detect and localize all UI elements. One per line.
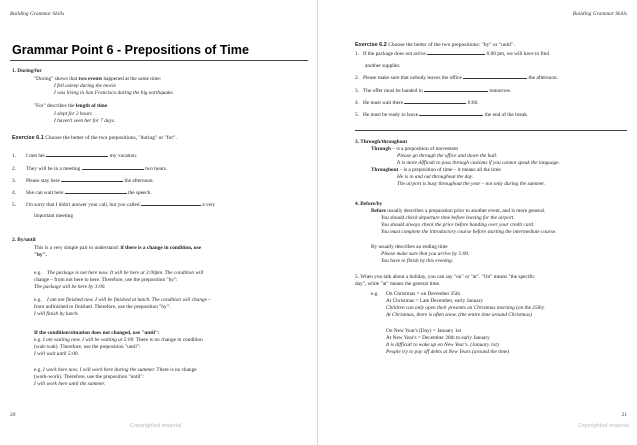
exercise-rule [355,130,627,131]
s2-no-change-rule: If the condition/situation does not changed, use "until": [34,330,160,336]
s2-eg1-line-1: The package is not here now. It will be here at 3:00pm. The condition will [47,270,204,276]
left-watermark: Copyrighted material [130,423,182,429]
s2-rule-line-2: "by". [34,252,47,258]
s3-throughout-ex-1: He is in and out throughout the day. [397,174,474,180]
s2-eg1-line-3: The package will be here by 3:00. [34,284,106,290]
s3-through-def: Through – is a preposition of movement [371,146,459,152]
s1-example-3: I slept for 2 hours [54,111,92,117]
right-page-number: 21 [621,412,627,418]
s4-by-ex-2: You have to finish by this evening. [381,258,454,264]
left-running-header: Building Grammar Skills [10,11,65,17]
s4-by-def: By usually describes an ending time [371,244,448,250]
s5-christmas-2: At Christmas = Late December, early January [386,298,484,304]
section-4-heading: 4. Before/by [355,201,383,207]
s5-eg-label: e.g. [371,291,379,297]
s2-eg3-line-3: I will wait until 5:00. [34,351,79,357]
ex61-item: 5. I'm sorry that I didn't answer your call, but you called a very [12,202,216,208]
s2-eg4-line-3: I will work here until the summer. [34,381,106,387]
s2-eg2-line-3: I will finish by lunch. [34,311,79,317]
s5-newyear-1: On New Year's (Day) = January 1st [386,328,461,334]
section-1-heading: 1. During/for [12,68,42,74]
s4-before-def: Before usually describes a preparation prior to another event, and is more general. [371,208,546,214]
s4-before-ex-3: You must complete the introductory course before starting the intermediate course. [381,229,557,235]
s4-before-ex-2: You should always check the price before handing over your credit card. [381,222,535,228]
s5-christmas-1: On Christmas = on December 25th [386,291,461,297]
left-page [0,0,318,445]
section-3-heading: 3. Through/throughout [355,139,408,145]
s2-rule-line-1: This is a very simple pair to understand: if there is a change in condition, use [34,245,202,251]
s2-eg2-line-2: from unfinished to finished. Therefore, use the preposition "by": [34,304,171,310]
s5-newyear-4: People try to pay off debts at New Years (around the time) [386,349,510,355]
s2-eg3-line-1: e.g. I am waiting now. I will be waiting at 5:00. There is no change in condition [34,337,203,343]
s2-eg1-line-2: change – from not here to here. Therefore, use the preposition "by": [34,277,178,283]
ex61-item-5-continued: important meeting [34,213,73,219]
ex62-item: 2. Please make sure that nobody leaves the office the afternoon. [355,75,558,81]
s2-eg3-line-2: (wait-wait). Therefore, use the preposition "until": [34,344,141,350]
s5-intro-line-1: 5. When you talk about a holiday, you can say "on" or "at". "On" means "the specific [355,274,535,280]
s3-throughout-def: Throughout – is a preposition of time – it means all the time [371,167,501,173]
ex61-item: 2. They will be in a meeting two hours. [12,166,168,172]
s4-before-ex-1: You should check departure time before leaving for the airport. [381,215,515,221]
ex62-item: 1. If the package does not arrive 6:00 pm, we will have to find [355,51,549,57]
s1-for-text: "For" describes the length of time. [34,103,109,109]
s4-by-ex-1: Please make sure that you arrive by 5:00. [381,251,470,257]
s2-eg2-label: e.g. [34,297,42,303]
exercise-6-1-instruction: Exercise 6.1 Choose the better of the two prepositions, "during" or "for". [12,135,177,141]
section-2-heading: 2. By/until [12,237,36,243]
ex61-item: 1. I met her my vacation. [12,153,138,159]
s5-intro-line-2: day", while "at" means the general time. [355,281,441,287]
s5-christmas-4: At Christmas, there is often snow. (the entire time around Christmas) [386,312,532,318]
right-page [319,0,637,445]
right-running-header: Building Grammar Skills [572,11,627,17]
s1-example-1: I fell asleep during the movie [54,83,116,89]
ex62-item: 4. He must wait there 6:00. [355,100,479,106]
page-title: Grammar Point 6 - Prepositions of Time [12,43,249,57]
ex62-item-1-continued: another supplier. [365,63,401,69]
s1-example-4: I haven't seen her for 7 days. [54,118,116,124]
s3-through-ex-1: Please go through the office and down the hall. [397,153,498,159]
right-watermark: Copyrighted material [577,423,629,429]
ex61-item: 4. She can wait here the speech. [12,190,152,196]
s2-eg4-line-2: (work-work). Therefore, use the preposition "until": [34,374,144,380]
ex62-item: 5. He must be ready to leave the end of the break. [355,112,529,118]
s2-eg4-line-1: e.g. I work here now. I will work here during the summer. There is no change [34,367,197,373]
s1-example-2: I was living in San Francisco during the big earthquake. [54,90,175,96]
ex61-item: 3. Please stay here the afternoon. [12,178,154,184]
s5-newyear-2: At New Year's = December 26th to early January [386,335,490,341]
title-rule [10,60,308,61]
s1-during-text: "During" shows that two events happened at the same time: [34,76,162,82]
left-page-number: 20 [10,412,16,418]
ex62-item: 3. The offer must be handed in tomorrow. [355,88,512,94]
s2-eg1-label: e.g. [34,270,42,276]
s5-christmas-3: Children can only open their presents on Christmas morning (on the 25th). [386,305,545,311]
s5-newyear-3: It is difficult to wake up on New Year's. (January 1st) [386,342,499,348]
s3-throughout-ex-2: The airport is busy throughout the year – not only during the summer. [397,181,545,187]
s3-through-ex-2: It is more difficult to pass through customs if you cannot speak the language. [397,160,560,166]
s2-eg2-line-1: I am not finished now. I will be finished at lunch. The condition will change – [47,297,211,303]
exercise-6-2-instruction: Exercise 6.2 Choose the better of the two prepositions: "by" or "until". [355,42,515,48]
